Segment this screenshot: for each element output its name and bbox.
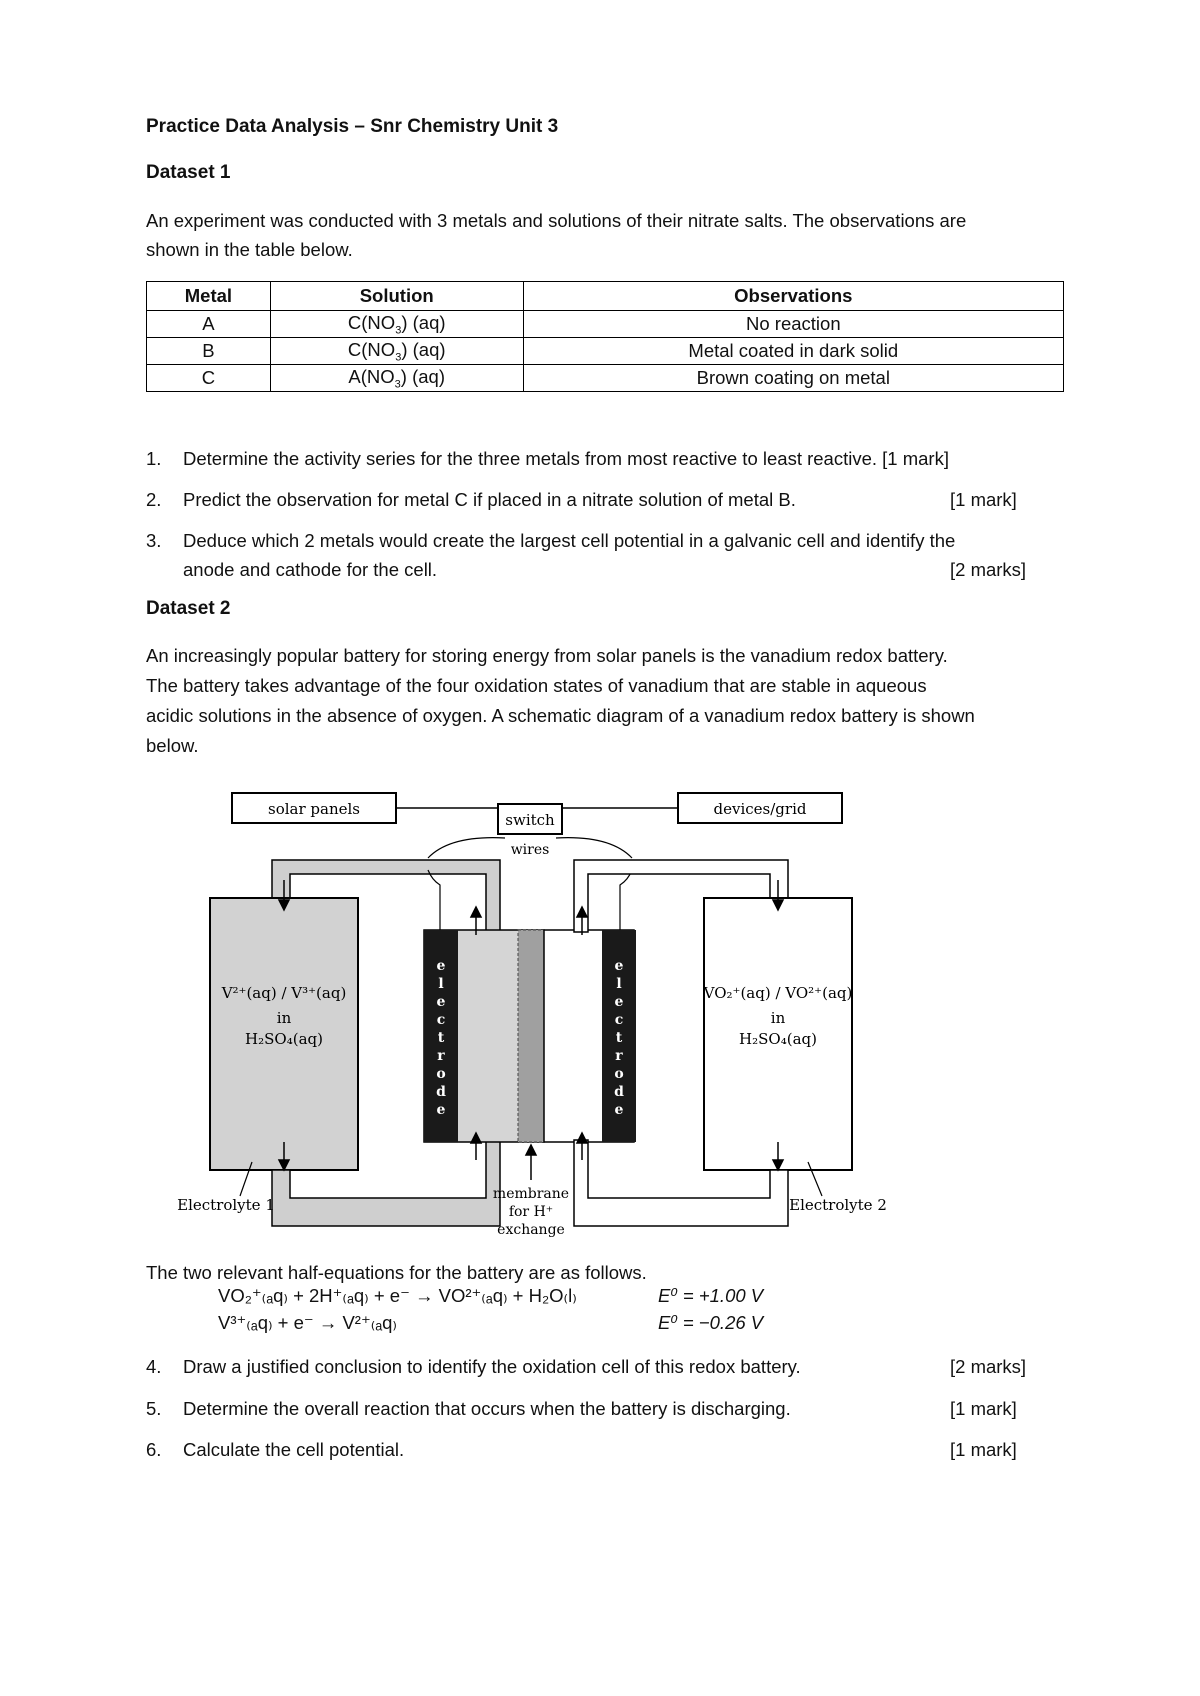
header-observations: Observations [523,282,1063,311]
svg-text:e: e [436,958,446,974]
cell-metal: A [147,311,271,338]
right-solution-line1: VO₂⁺(aq) / VO²⁺(aq) [703,984,853,1002]
half-equation-2-potential: E⁰ = −0.26 V [658,1312,764,1333]
half-equation-1-potential: E⁰ = +1.00 V [658,1285,764,1306]
half-equation-1: VO₂⁺₍ₐq₎ + 2H⁺₍ₐq₎ + e⁻ → VO²⁺₍ₐq₎ + H₂O₍l₎ [218,1285,577,1306]
right-solution-line3: H₂SO₄(aq) [739,1030,817,1048]
dataset1-intro-line1: An experiment was conducted with 3 metals and solutions of their nitrate salts. The observations are [146,210,967,231]
question-3-mark: [2 marks] [950,559,1027,580]
cell-metal: B [147,338,271,365]
devices-grid-label: devices/grid [713,800,807,818]
svg-text:r: r [437,1048,445,1064]
svg-text:c: c [436,1012,446,1028]
dataset2-intro-line1: An increasingly popular battery for storing energy from solar panels is the vanadium redox battery. [146,645,948,666]
cell-observation: Metal coated in dark solid [523,338,1063,365]
dataset2-intro-line4: below. [146,735,199,756]
page-title: Practice Data Analysis – Snr Chemistry Unit 3 [146,116,559,137]
electrolyte-2-label: Electrolyte 2 [789,1196,887,1214]
cell-solution: $C(NO_3)$ (aq) [270,338,523,365]
solar-panels-label: solar panels [268,800,360,818]
dataset2-intro-line3: acidic solutions in the absence of oxygen. A schematic diagram of a vanadium redox battery is shown [146,705,975,726]
svg-text:t: t [615,1030,623,1046]
dataset2-heading: Dataset 2 [146,598,231,619]
dataset2-intro-line2: The battery takes advantage of the four oxidation states of vanadium that are stable in aqueous [146,675,927,696]
half-equation-intro: The two relevant half-equations for the battery are as follows. [146,1262,647,1283]
half-equation-2: V³⁺₍ₐq₎ + e⁻ → V²⁺₍ₐq₎ [218,1312,397,1333]
svg-text:d: d [436,1084,446,1100]
svg-text:o: o [436,1066,446,1082]
svg-text:t: t [437,1030,445,1046]
svg-text:e: e [614,994,624,1010]
left-solution-line3: H₂SO₄(aq) [245,1030,323,1048]
right-solution-line2: in [770,1009,786,1027]
svg-text:r: r [615,1048,623,1064]
header-solution: Solution [270,282,523,311]
svg-text:e: e [614,958,624,974]
svg-text:e: e [436,994,446,1010]
header-metal: Metal [147,282,271,311]
question-5-mark: [1 mark] [950,1398,1017,1419]
question-6-mark: [1 mark] [950,1439,1017,1460]
dataset1-heading: Dataset 1 [146,162,231,183]
svg-text:e: e [436,1102,446,1118]
left-solution-line2: in [276,1009,292,1027]
membrane-line1: membrane [492,1186,570,1202]
membrane-line3: exchange [497,1222,565,1238]
cell-solution: $C(NO_3)$ (aq) [270,311,523,338]
wires-label: wires [510,842,550,858]
cell-metal: C [147,365,271,392]
cell-observation: Brown coating on metal [523,365,1063,392]
svg-text:l: l [616,976,622,992]
switch-label: switch [505,811,555,829]
cell-solution: $A(NO_3)$ (aq) [270,365,523,392]
svg-text:l: l [438,976,444,992]
membrane-line2: for H⁺ [508,1204,554,1220]
left-solution-line1: V²⁺(aq) / V³⁺(aq) [221,984,347,1002]
svg-text:d: d [614,1084,624,1100]
dataset1-intro-line2: shown in the table below. [146,239,353,260]
question-4-mark: [2 marks] [950,1356,1027,1377]
cell-observation: No reaction [523,311,1063,338]
svg-text:c: c [614,1012,624,1028]
svg-text:o: o [614,1066,624,1082]
question-2-mark: [1 mark] [950,489,1017,510]
membrane [518,930,544,1142]
electrolyte-1-label: Electrolyte 1 [177,1196,275,1214]
svg-text:e: e [614,1102,624,1118]
